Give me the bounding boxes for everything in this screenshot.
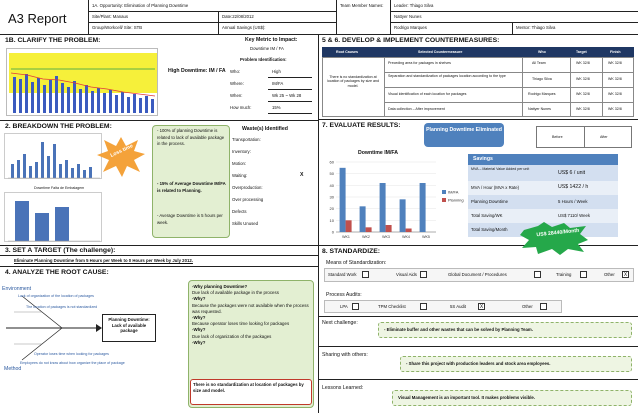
means-title: Means of Standardization: xyxy=(326,260,387,266)
cm-2: Separation and standardization of packages location according to the type xyxy=(388,74,506,78)
bar-imfa-4 xyxy=(420,183,426,232)
y-tick-label-4: 40 xyxy=(329,182,334,188)
row-when-label: When: xyxy=(230,93,243,98)
environment-label: Environment xyxy=(2,286,32,292)
waste-defects: Defects xyxy=(232,209,247,214)
finish-1: WK 32/8 xyxy=(608,61,622,65)
evaluate-title: 7. EVALUATE RESULTS: xyxy=(322,122,401,129)
audit-other: Other xyxy=(522,304,533,309)
audit-tpm-checkbox[interactable] xyxy=(420,303,427,310)
waste-overproduction: Overproduction: xyxy=(232,185,263,190)
cm-4: Data collection – After improvement xyxy=(388,107,445,111)
target-3: WK 32/8 xyxy=(576,92,590,96)
saving-4-label: Total Saving/WK xyxy=(471,213,503,218)
problem-title: Problem Identification: xyxy=(240,57,287,62)
date: Date:22/08/2012 xyxy=(222,14,254,19)
member-1: Nattyer Nunes xyxy=(394,14,422,19)
x-tick-label-0: WK1 xyxy=(342,235,350,239)
breakdown-chart-1 xyxy=(4,133,102,179)
clarify-chart xyxy=(6,48,158,116)
note-3: - Average Downtime is 5 hours per week. xyxy=(157,213,223,225)
y-tick-label-2: 20 xyxy=(329,206,334,212)
means-training: Training xyxy=(556,272,572,277)
saving-4-value: US$ 7110/ Week xyxy=(558,213,591,218)
sharing-text: - Share this project with production leaders and stock area employees. xyxy=(406,361,551,366)
bar-planning-0 xyxy=(346,220,352,232)
waste-skills: Skills Unused xyxy=(232,221,259,226)
bone-4: Employees do not know about how organize the place of package xyxy=(20,361,125,365)
root-cause-cell: There is no standardization at location of packages by size and model. xyxy=(327,75,379,88)
audits-title: Process Audits: xyxy=(326,292,362,298)
why-7: Due lack of organization of the packages xyxy=(192,333,272,339)
why-0: -Why planning Downtime? xyxy=(192,284,248,289)
bar-imfa-2 xyxy=(380,183,386,232)
lessons-label: Lessons Learned: xyxy=(322,385,364,391)
note-1: - 100% of planning Downtime is related to lack of available package in the process. xyxy=(157,128,225,147)
waste-overprocessing: Over processing xyxy=(232,197,264,202)
means-global-doc-checkbox[interactable] xyxy=(534,271,541,278)
site: Site/Plant: Manaus xyxy=(92,14,129,19)
means-other-checkbox[interactable]: X xyxy=(623,272,628,278)
finish-2: WK 32/8 xyxy=(608,77,622,81)
means-training-checkbox[interactable] xyxy=(580,271,587,278)
row-howmuch-label: How much: xyxy=(230,105,252,110)
row-where-value: IM/FA xyxy=(272,81,284,86)
bar-planning-1 xyxy=(366,227,372,232)
countermeasure-table xyxy=(322,47,634,117)
bar-imfa-1 xyxy=(360,206,366,232)
before-label: Before xyxy=(552,135,563,139)
report-title: A3 Report xyxy=(8,11,67,26)
annual-savings: Annual Savings (US$): xyxy=(222,25,266,30)
saving-2-label: MVA / Hour (MVA x Rate) xyxy=(471,185,520,190)
team-members-label: Team Member Names: xyxy=(340,3,384,8)
breakdown-chart-caption: Downtime Falta de Embalagem xyxy=(34,186,85,190)
target-2: WK 32/8 xyxy=(576,77,590,81)
loss-time-text: Loss time xyxy=(109,143,135,159)
who-3: Rodrigo Marques xyxy=(528,92,556,96)
saving-3-value: 5 Hours / Week xyxy=(558,199,588,204)
savings-title: Savings xyxy=(473,156,493,162)
bone-1: Lack of organization of the location of packages xyxy=(18,294,94,298)
x-tick-label-3: WK4 xyxy=(402,235,410,239)
waste-waiting: Waiting: xyxy=(232,173,248,178)
legend-label-0: IM/FA xyxy=(448,189,459,195)
means-standard-work: Standard Work xyxy=(328,272,357,277)
finish-3: WK 32/8 xyxy=(608,92,622,96)
bone-3: Operator loses time when looking for packages xyxy=(34,352,109,356)
method-label: Method xyxy=(4,366,22,372)
opportunity: 1A. Opportunity: Elimination of Planning Downtime xyxy=(92,3,189,8)
leader: Leader: Thiago Silva xyxy=(394,3,434,8)
clarify-label: High Downtime: IM / FA xyxy=(168,68,226,74)
target-4: WK 32/8 xyxy=(576,107,590,111)
root-cause-text: There is no standardization at location of packages by size and model. xyxy=(193,382,304,393)
target-text: Eliminate Planning Downtime from 5 Hours per Week to 0 Hours per Week by July 2012. xyxy=(14,258,193,263)
bar-imfa-0 xyxy=(340,168,346,232)
who-2: Thiago Silva xyxy=(532,77,552,81)
waste-list xyxy=(232,137,314,237)
mentor: Mentor: Thiago Silva xyxy=(516,25,556,30)
finish-4: WK 32/8 xyxy=(608,107,622,111)
means-global-doc: Global Document / Procedures xyxy=(448,272,507,277)
why-2: -Why? xyxy=(192,296,206,302)
target-title: 3. SET A TARGET (The challenge): xyxy=(5,247,116,254)
audit-lpa: LPA xyxy=(340,304,348,309)
legend-label-1: Planning xyxy=(448,197,464,203)
metric-title: Key Metric to Impact: xyxy=(245,37,298,43)
x-tick-label-4: WK5 xyxy=(422,235,430,239)
waste-title: Waste(s) Identified xyxy=(242,126,288,132)
y-tick-label-6: 60 xyxy=(329,159,334,165)
callout-text: Planning Downtime Eliminated xyxy=(426,127,502,133)
audit-other-checkbox[interactable] xyxy=(540,303,547,310)
row-when-value: Wk 25 ~ Wk 28 xyxy=(272,93,302,98)
waste-inventory: Inventory: xyxy=(232,149,251,154)
legend-swatch-1 xyxy=(442,198,446,202)
who-4: Nattyer Nunes xyxy=(528,107,551,111)
means-standard-work-checkbox[interactable] xyxy=(362,271,369,278)
whys-list xyxy=(192,284,312,346)
means-visual-aids-checkbox[interactable] xyxy=(420,271,427,278)
cm-3: Visual identification of each location for packages xyxy=(388,92,467,96)
y-tick-label-5: 50 xyxy=(329,171,334,177)
loss-time-burst xyxy=(96,136,146,178)
saving-2-value: US$ 1422 / h xyxy=(558,184,589,190)
th-root: Root Causes xyxy=(336,50,358,54)
why-8: -Why? xyxy=(192,339,206,345)
th-finish: Finish xyxy=(610,50,621,54)
audit-lpa-checkbox[interactable] xyxy=(352,303,359,310)
lessons-text: Visual Management is an important tool. It makes problems visible. xyxy=(398,395,535,400)
standardize-title: 8. STANDARDIZE: xyxy=(322,248,381,255)
member-2: Rodrigo Marques xyxy=(394,25,427,30)
row-where-label: Where: xyxy=(230,81,244,86)
row-who-value: High xyxy=(272,69,281,74)
waste-waiting-mark: X xyxy=(300,172,304,178)
th-who: Who xyxy=(538,50,546,54)
bar-planning-2 xyxy=(386,225,392,232)
why-6: -Why? xyxy=(192,327,206,333)
audit-tpm: TPM Checklist xyxy=(378,304,406,309)
bar-planning-3 xyxy=(406,229,412,233)
legend-swatch-0 xyxy=(442,190,446,194)
waste-transportation: Transportation: xyxy=(232,137,261,142)
means-other: Other xyxy=(604,272,615,277)
row-who-label: Who: xyxy=(230,69,241,74)
saving-3-label: Planning Downtime xyxy=(471,199,509,204)
next-challenge-label: Next challenge: xyxy=(322,320,358,326)
savings-burst-text: US$ 28440/Month xyxy=(536,227,580,239)
eval-chart xyxy=(322,158,468,244)
metric-value: Downtime IM / FA xyxy=(250,46,284,51)
y-tick-label-1: 10 xyxy=(329,217,334,223)
develop-title: 5 & 6. DEVELOP & IMPLEMENT COUNTERMEASURES: xyxy=(322,37,500,44)
why-3: Because the packages were not available when the process was requested. xyxy=(192,302,309,314)
eval-chart-title: Downtime IM/FA xyxy=(358,150,399,156)
who-1: All Team xyxy=(532,61,546,65)
clarify-title: 1B. CLARIFY THE PROBLEM: xyxy=(5,37,101,44)
why-5: Because operator loses time looking for packages xyxy=(192,321,290,327)
breakdown-chart-2 xyxy=(4,192,102,242)
analyze-title: 4. ANALYZE THE ROOT CAUSE: xyxy=(5,269,109,276)
means-visual-aids: Visual Aids xyxy=(396,272,417,277)
y-tick-label-3: 30 xyxy=(329,194,334,200)
fishbone-head-text: Planning Downtime: Lack of available package xyxy=(108,317,150,334)
th-target: Target xyxy=(576,50,587,54)
next-challenge-text: - Eliminate buffer and other wastes that can be solved by Planning Team. xyxy=(384,327,533,332)
why-4: -Why? xyxy=(192,315,206,321)
row-howmuch-value: 15% xyxy=(272,105,281,110)
sharing-label: Sharing with others: xyxy=(322,352,368,358)
after-label: After xyxy=(600,135,608,139)
cm-1: Preceding area for packages in shelves xyxy=(388,61,451,65)
breakdown-title: 2. BREAKDOWN THE PROBLEM: xyxy=(5,123,112,130)
x-tick-label-2: WK3 xyxy=(382,235,390,239)
group: Group/Workcell/ Site: STB xyxy=(92,25,143,30)
saving-1-label: MVA – Material Value Added per unit xyxy=(471,167,530,171)
bar-imfa-3 xyxy=(400,199,406,232)
target-1: WK 32/8 xyxy=(576,61,590,65)
note-2: - 15% of Average Downtime IM/FA is related to Planning. xyxy=(157,181,226,193)
bone-2: The location of packages is not standardized xyxy=(26,305,98,309)
th-cm: Selected Countermeasure xyxy=(418,50,463,54)
x-tick-label-1: WK2 xyxy=(362,235,370,239)
audit-5s-checkbox[interactable]: X xyxy=(479,304,484,310)
header xyxy=(0,0,638,34)
y-tick-label-0: 0 xyxy=(331,229,334,235)
audit-5s: 5S Audit xyxy=(450,304,467,309)
waste-motion: Motion: xyxy=(232,161,247,166)
why-1: Due lack of available package in the process xyxy=(192,290,279,296)
saving-5-label: Total Saving/Month xyxy=(471,227,508,232)
saving-1-value: US$ 6 / unit xyxy=(558,170,586,176)
